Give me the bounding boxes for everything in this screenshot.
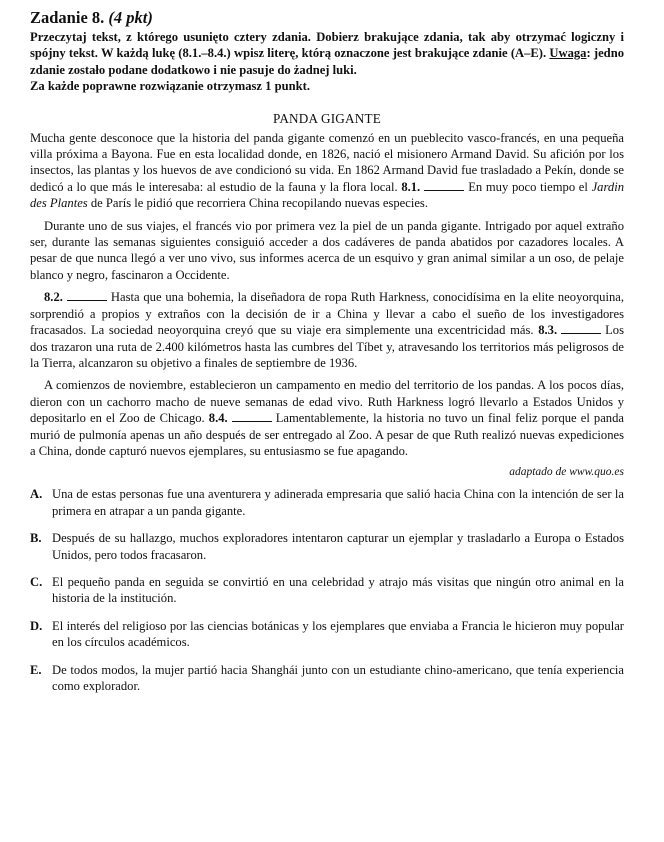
gap-8-1-label: 8.1. xyxy=(401,179,421,194)
option-letter: A. xyxy=(30,487,43,502)
paragraph-2: Durante uno de sus viajes, el francés vio por primera vez la piel de un panda gigante. Intrigado por aquel extraño ser, durante las semanas siguientes consiguió acceder a dos cadáveres de panda abatidos por cazadores locales. A pesar de que nunca llegó a ver uno vivo, sus informes acerca de un esquivo y gran animal similar a un oso, de pelaje blanco y negro, fascinaron a Occidente. xyxy=(30,218,624,282)
task-header xyxy=(30,8,624,28)
task-points: (4 pkt) xyxy=(108,8,153,27)
option-a xyxy=(30,486,624,519)
option-e xyxy=(30,662,624,695)
instructions-part2: : jedno zdanie zostało podane dodatkowo i nie pasuje do żadnej luki. xyxy=(30,46,624,77)
text-title: PANDA GIGANTE xyxy=(273,110,381,126)
scoring-note: Za każde poprawne rozwiązanie otrzymasz 1 punkt. xyxy=(30,79,310,94)
option-letter: D. xyxy=(30,618,43,633)
instructions-part1: Przeczytaj tekst, z którego usunięto cztery zdania. Dobierz brakujące zdania, tak aby otrzymać logiczny i spójny tekst. W każdą lukę (8.1.–8.4.) wpisz literę, którą oznaczone jest brakujące zdanie (A–E). xyxy=(30,30,624,61)
gap-8-1-blank[interactable] xyxy=(424,179,464,191)
gap-8-3-blank[interactable] xyxy=(561,322,601,334)
p1-italic: Jardin des Plantes xyxy=(30,179,625,211)
p1-text-a: Mucha gente desconoce que la historia del panda gigante comenzó en un pueblecito vasco-francés, en una pequeña villa próxima a Bayona. Fue en esta localidad donde, en 1826, nació el misionero Armand David. Su afición por los insectos, las plantas y los huevos de ave condicionó su vida. En 1862 Armand David fue trasladado a Pekín, donde se dedicó a lo que más le interesaba: al estudio de la fauna y la flora local. xyxy=(30,130,624,194)
gap-8-2-label: 8.2. xyxy=(44,290,63,305)
option-text: Después de su hallazgo, muchos exploradores intentaron capturar un ejemplar y trasladarlo a Europa o Estados Unidos, pero todos fracasaron. xyxy=(52,531,624,562)
option-text: El interés del religioso por las ciencias botánicas y los ejemplares que enviaba a Francia le hicieron muy popular en los círculos académicos. xyxy=(52,618,624,650)
p3-text-b: Los dos trazaron una ruta de 2.400 kilómetros hasta las cumbres del Tíbet y, atravesando los territorios más peligrosos de la Tierra, alcanzaron su objetivo a finales de septiembre de 1936. xyxy=(30,323,624,370)
option-letter: B. xyxy=(30,531,42,546)
gap-8-3-label: 8.3. xyxy=(538,323,558,338)
option-c xyxy=(30,574,624,607)
task-title: Zadanie 8. xyxy=(30,8,105,27)
paragraph-4 xyxy=(30,377,624,459)
task-instructions xyxy=(30,29,624,95)
p1-text-c: de París le pidió que recorriera China recopilando nuevas especies. xyxy=(87,196,428,211)
paragraph-3 xyxy=(30,289,624,371)
paragraph-1 xyxy=(30,130,624,212)
p3-text-a: Hasta que una bohemia, la diseñadora de ropa Ruth Harkness, conocidísima en la elite neoyorquina, sorprendió a propios y extraños con la decisión de ir a China y llevar a cabo el sueño de los investigadores fracasados. La sociedad neoyorquina creyó que su viaje era simplemente una excentricidad más. xyxy=(30,290,624,338)
option-d xyxy=(30,618,624,651)
option-text: Una de estas personas fue una aventurera y adinerada empresaria que salió hacia China con la intención de ser la primera en atrapar a un panda gigante. xyxy=(52,487,624,518)
option-letter: E. xyxy=(30,662,42,677)
gap-8-2-blank[interactable] xyxy=(67,289,107,301)
warning-label: Uwaga xyxy=(549,46,587,61)
p1-text-b: En muy poco tiempo el xyxy=(468,179,592,194)
p4-text-b: Lamentablemente, la historia no tuvo un final feliz porque el panda murió de pulmonía apenas un año después de ser entregado al Zoo. A pesar de que Ruth realizó nuevas expediciones a China, donde capturó nuevos ejemplares, su entusiasmo se fue apagando. xyxy=(30,411,624,458)
option-text: De todos modos, la mujer partió hacia Shanghái junto con un estudiante chino-americano, que tenía experiencia como explorador. xyxy=(52,662,624,693)
source-credit: adaptado de www.quo.es xyxy=(509,466,624,479)
exercise-page xyxy=(30,8,624,705)
gap-8-4-label: 8.4. xyxy=(208,411,228,426)
options-list xyxy=(30,486,624,694)
option-text: El pequeño panda en seguida se convirtió en una celebridad y atrajo más visitas que ningún otro animal en la historia de la institución. xyxy=(52,574,624,606)
option-b xyxy=(30,530,624,563)
p4-text-a: A comienzos de noviembre, establecieron un campamento en medio del territorio de los pandas. A los pocos días, dieron con un cachorro macho de nueve semanas de edad vivo. Ruth Harkness logró llevarlo a Estados Unidos y depositarlo en el Zoo de Chicago. xyxy=(30,378,624,426)
gap-8-4-blank[interactable] xyxy=(232,410,272,422)
option-letter: C. xyxy=(30,574,43,589)
